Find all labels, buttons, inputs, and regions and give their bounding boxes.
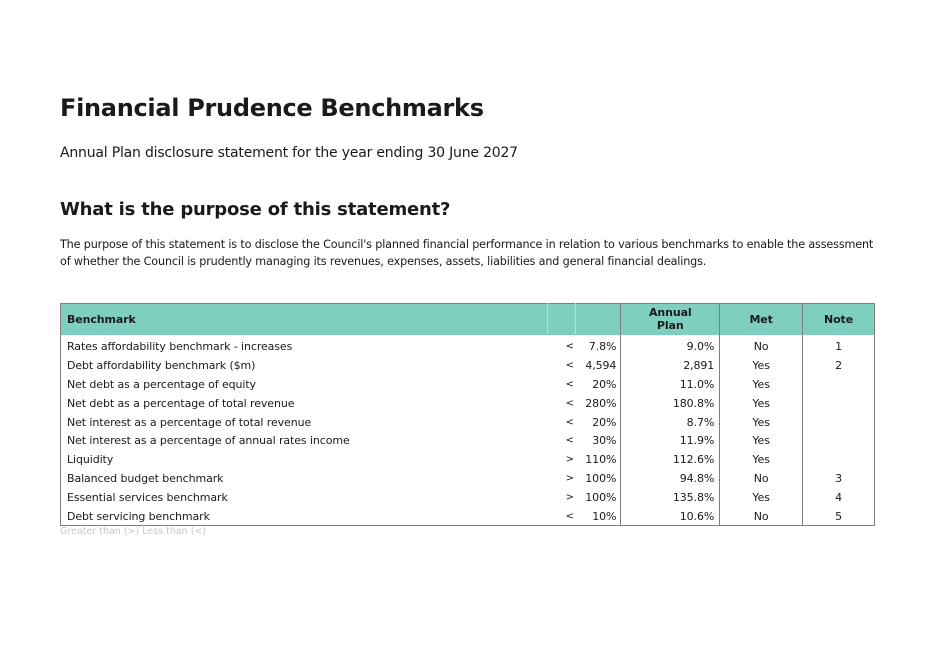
comparison-symbol-cell: < <box>565 360 574 372</box>
met-cell: Yes <box>720 394 803 413</box>
table-row <box>61 394 875 413</box>
benchmark-limit-cell: 110% <box>576 450 621 469</box>
benchmark-limit-cell: 10% <box>576 507 621 526</box>
purpose-paragraph: The purpose of this statement is to disclose the Council's planned financial performance in relation to various benchmarks to enable the assessment of whether the Council is prudently managing its revenues, expenses, assets, liabilities and general financial dealings. <box>60 238 874 268</box>
comparison-symbol-cell: < <box>565 397 574 409</box>
note-cell <box>803 375 875 394</box>
footnote: Greater than (>) Less than (<) <box>60 526 207 537</box>
met-cell: No <box>720 507 803 526</box>
comparison-symbol-cell: < <box>565 435 574 447</box>
benchmark-cell: Rates affordability benchmark - increases <box>67 340 293 354</box>
note-cell: 1 <box>835 340 842 354</box>
note-cell: 5 <box>835 509 842 523</box>
benchmark-limit-cell: 100% <box>576 488 621 507</box>
benchmark-cell: Net interest as a percentage of annual rates income <box>67 434 350 448</box>
header-limit <box>576 304 621 335</box>
annual-plan-cell: 180.8% <box>621 394 720 413</box>
annual-plan-cell: 11.9% <box>621 431 720 450</box>
table-row <box>61 450 875 469</box>
comparison-symbol-cell: < <box>565 378 574 390</box>
note-cell: 2 <box>835 359 842 373</box>
table-row <box>61 413 875 432</box>
benchmark-cell: Debt servicing benchmark <box>67 509 210 523</box>
note-cell <box>803 450 875 469</box>
header-annual-plan-line1: Annual <box>648 306 692 320</box>
note-cell <box>803 431 875 450</box>
benchmark-limit-cell: 7.8% <box>576 335 621 357</box>
table-row <box>61 431 875 450</box>
met-cell: Yes <box>720 450 803 469</box>
annual-plan-cell: 9.0% <box>621 335 720 357</box>
comparison-symbol-cell: < <box>565 510 574 522</box>
header-annual-plan <box>621 304 720 335</box>
comparison-symbol-cell: < <box>565 416 574 428</box>
table-row <box>61 488 875 507</box>
benchmark-cell: Essential services benchmark <box>67 490 228 504</box>
met-cell: Yes <box>720 488 803 507</box>
benchmark-limit-cell: 20% <box>576 375 621 394</box>
page-title: Financial Prudence Benchmarks <box>60 94 484 122</box>
header-note: Note <box>823 312 854 326</box>
benchmark-limit-cell: 20% <box>576 413 621 432</box>
table-row <box>61 335 875 357</box>
annual-plan-cell: 112.6% <box>621 450 720 469</box>
benchmark-cell: Balanced budget benchmark <box>67 471 224 485</box>
met-cell: Yes <box>720 413 803 432</box>
header-benchmark: Benchmark <box>61 304 548 335</box>
comparison-symbol-cell: < <box>565 341 574 353</box>
annual-plan-cell: 135.8% <box>621 488 720 507</box>
table-row <box>61 507 875 526</box>
annual-plan-cell: 10.6% <box>621 507 720 526</box>
benchmarks-table <box>60 303 875 526</box>
met-cell: No <box>720 335 803 357</box>
met-cell: Yes <box>720 431 803 450</box>
page-subtitle: Annual Plan disclosure statement for the year ending 30 June 2027 <box>60 145 518 161</box>
met-cell: Yes <box>720 356 803 375</box>
annual-plan-cell: 11.0% <box>621 375 720 394</box>
benchmark-limit-cell: 4,594 <box>576 356 621 375</box>
annual-plan-cell: 8.7% <box>621 413 720 432</box>
benchmark-cell: Net debt as a percentage of total revenue <box>67 396 295 410</box>
note-cell: 3 <box>835 471 842 485</box>
header-annual-plan-line2: Plan <box>656 319 684 333</box>
comparison-symbol-cell: > <box>565 472 574 484</box>
note-cell: 4 <box>835 490 842 504</box>
section-heading: What is the purpose of this statement? <box>60 199 451 220</box>
benchmark-cell: Net interest as a percentage of total revenue <box>67 415 312 429</box>
benchmark-cell: Liquidity <box>67 453 114 467</box>
table-header-row <box>61 304 875 335</box>
benchmark-limit-cell: 100% <box>576 469 621 488</box>
comparison-symbol-cell: > <box>565 491 574 503</box>
note-cell <box>803 413 875 432</box>
comparison-symbol-cell: > <box>565 454 574 466</box>
annual-plan-cell: 2,891 <box>621 356 720 375</box>
table-row <box>61 469 875 488</box>
header-symbol <box>548 304 576 335</box>
table-row <box>61 356 875 375</box>
benchmark-cell: Net debt as a percentage of equity <box>67 377 256 391</box>
header-met: Met <box>720 304 803 335</box>
note-cell <box>803 394 875 413</box>
met-cell: No <box>720 469 803 488</box>
table-row <box>61 375 875 394</box>
table-body <box>61 335 875 526</box>
benchmark-limit-cell: 30% <box>576 431 621 450</box>
benchmark-cell: Debt affordability benchmark ($m) <box>67 359 256 373</box>
annual-plan-cell: 94.8% <box>621 469 720 488</box>
met-cell: Yes <box>720 375 803 394</box>
benchmark-limit-cell: 280% <box>576 394 621 413</box>
